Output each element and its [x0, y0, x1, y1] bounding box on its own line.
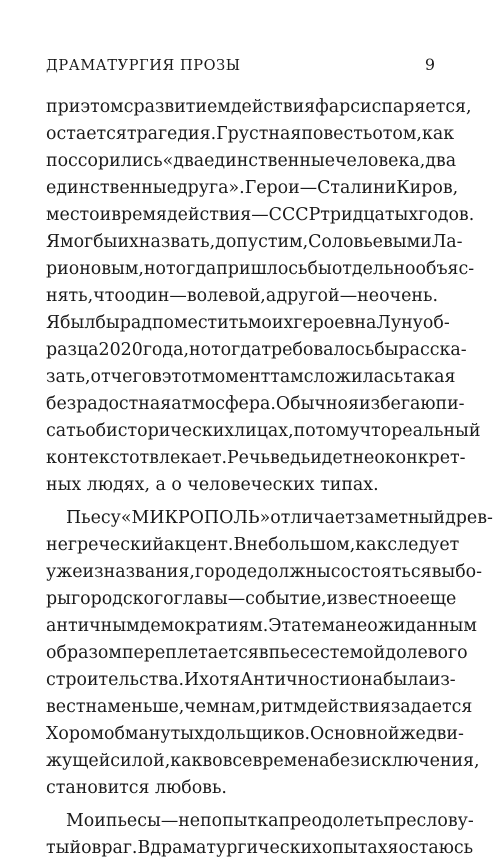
text-line: вестна меньше, чем нам, ритм действия задается	[46, 697, 473, 717]
text-line: Мои пьесы — не попытка преодолеть преслову-	[66, 811, 474, 831]
text-line: ных людях, а о человеческих типах.	[46, 475, 379, 495]
text-line: ры городского главы — событие, известное еще	[46, 589, 457, 609]
text-line: зать, отчего в этот момент там сложилась такая	[46, 367, 456, 387]
text-line: Хором обманутых дольщиков. Основной же дви-	[46, 724, 464, 744]
running-head	[46, 55, 435, 74]
text-line: сать об исторических лицах, потому что реальный	[46, 421, 481, 441]
text-line: нять, что один — волевой, а другой — не очень.	[46, 286, 438, 306]
paragraph	[46, 505, 493, 802]
body-text	[46, 94, 493, 862]
text-line: поссорились «два единственные человека, два	[46, 151, 457, 171]
text-line: античным демократиям. Эта тема неожиданным	[46, 616, 477, 636]
text-line: разца 2020 года, но тогда требовалось бы расска-	[46, 340, 467, 360]
text-line: остается трагедия. Грустная повесть о том, как	[46, 124, 455, 144]
text-line: Я был бы рад поместить моих героев на Луну об-	[46, 313, 450, 333]
text-line: строительства. И хотя Античности она была из-	[46, 670, 456, 690]
text-line: жущей силой, как во все времена без исключения,	[46, 751, 480, 771]
paragraph	[46, 94, 481, 499]
text-line: образом переплетается в пьесе с темой долевого	[46, 643, 468, 663]
paragraph	[46, 808, 474, 862]
text-line: Я мог бы их назвать, допустим, Соловьевым и Ла-	[46, 232, 463, 252]
text-line: тый овраг. В драматургических опытах я остаюсь	[46, 838, 474, 858]
text-line: уже из названия, городе должны состояться выбо-	[46, 562, 483, 582]
text-line: единственные друга». Герои — Сталин и Киров,	[46, 178, 459, 198]
page-number: 9	[424, 55, 435, 74]
text-line: место и время действия — СССР тридцатых годов.	[46, 205, 475, 225]
text-line: рионовым, но тогда пришлось бы отдельно объяс-	[46, 259, 475, 279]
text-line: контекст отвлекает. Речь ведь идет не о конкрет-	[46, 448, 466, 468]
text-line: негреческий акцент. В небольшом, как следует	[46, 535, 460, 555]
text-line: при этом с развитием действия фарс испаряется,	[46, 97, 472, 117]
running-title: ДРАМАТУРГИЯ ПРОЗЫ	[46, 58, 241, 74]
text-line: становится любовь.	[46, 778, 227, 798]
text-line: безрадостная атмосфера. Обычно я избегаю пи-	[46, 394, 465, 414]
text-line: Пьесу «МИКРОПОЛЬ» отличает заметный древ-	[66, 508, 493, 528]
